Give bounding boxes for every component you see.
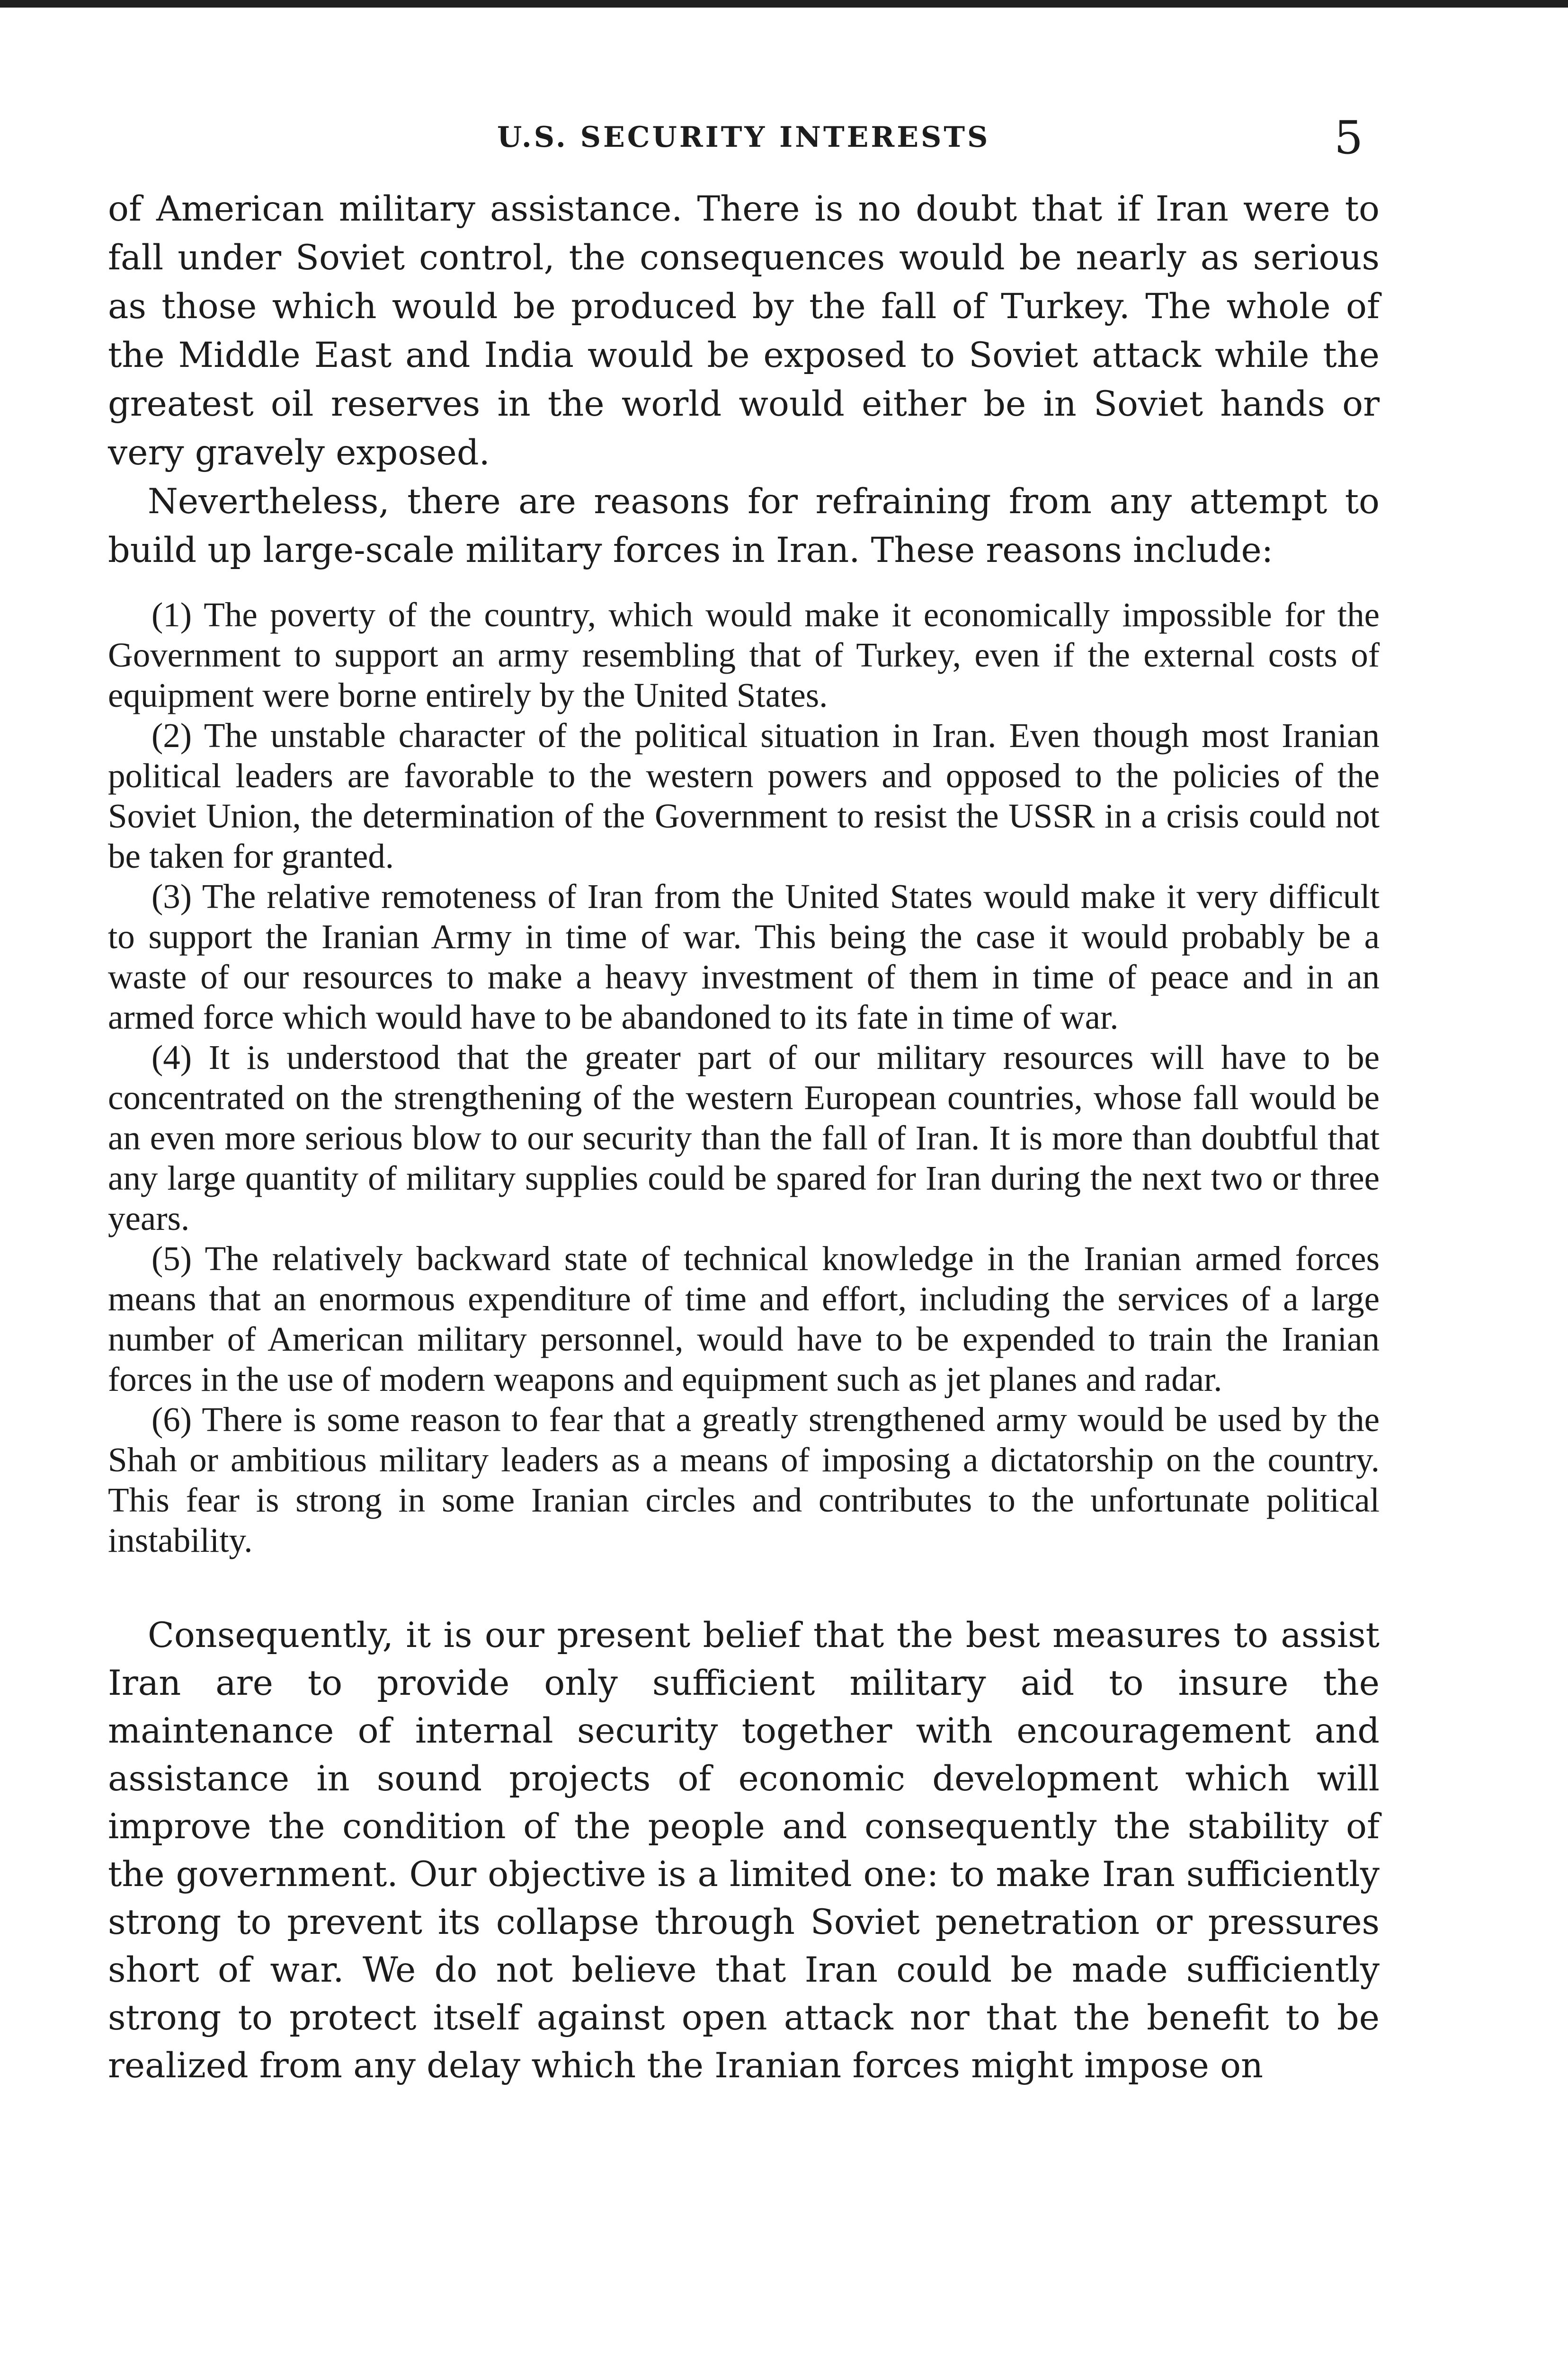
conclusion-section	[108, 1611, 1380, 2090]
reason-item-6: (6) There is some reason to fear that a greatly strengthened army would be used by the Shah or ambitious military leaders as a means of imposing a dictatorship on the country. This fear is strong in some Iranian circles and contributes to the unfortunate political instability.	[108, 1400, 1380, 1559]
paragraph-reasons-intro: Nevertheless, there are reasons for refraining from any attempt to build up large-scale military forces in Iran. These reasons include:	[108, 481, 1380, 570]
paragraph-continuation: of American military assistance. There is no doubt that if Iran were to fall under Soviet control, the consequences would be nearly as serious as those which would be produced by the fall of Turkey. The whole of the Middle East and India would be exposed to Soviet attack while the greatest oil reserves in the world would either be in Soviet hands or very gravely exposed.	[108, 189, 1380, 473]
reason-item-3: (3) The relative remoteness of Iran from the United States would make it very difficult to support the Iranian Army in time of war. This being the case it would probably be a waste of our resources to make a heavy investment of them in time of peace and in an armed force which would have to be abandoned to its fate in time of war.	[108, 877, 1380, 1036]
reason-item-2: (2) The unstable character of the political situation in Iran. Even though most Iranian political leaders are favorable to the western powers and opposed to the policies of the Soviet Union, the determination of the Government to resist the USSR in a crisis could not be taken for granted.	[108, 716, 1380, 875]
page-number: 5	[1334, 111, 1363, 164]
reasons-list	[108, 595, 1380, 1560]
reason-item-1: (1) The poverty of the country, which would make it economically impossible for the Government to support an army resembling that of Turkey, even if the external costs of equipment were borne entirely by the United States.	[108, 596, 1380, 714]
running-header	[0, 111, 1568, 168]
paragraph-conclusion: Consequently, it is our present belief that the best measures to assist Iran are to provide only sufficient military aid to insure the maintenance of internal security together with encouragement and assistance in sound projects of economic development which will improve the condition of the people and consequently the stability of the government. Our objective is a limited one: to make Iran sufficiently strong to prevent its collapse through Soviet penetration or pressures short of war. We do not believe that Iran could be made sufficiently strong to protect itself against open attack nor that the benefit to be realized from any delay which the Iranian forces might impose on	[108, 1615, 1380, 2086]
running-title: U.S. SECURITY INTERESTS	[497, 121, 990, 154]
body-text	[108, 185, 1380, 2090]
top-border-rule	[0, 0, 1568, 8]
reason-item-5: (5) The relatively backward state of technical knowledge in the Iranian armed forces means that an enormous expenditure of time and effort, including the services of a large number of American military personnel, would have to be expended to train the Iranian forces in the use of modern weapons and equipment such as jet planes and radar.	[108, 1239, 1380, 1398]
reason-item-4: (4) It is understood that the greater part of our military resources will have to be concentrated on the strengthening of the western European countries, whose fall would be an even more serious blow to our security than the fall of Iran. It is more than doubtful that any large quantity of military supplies could be spared for Iran during the next two or three years.	[108, 1038, 1380, 1237]
